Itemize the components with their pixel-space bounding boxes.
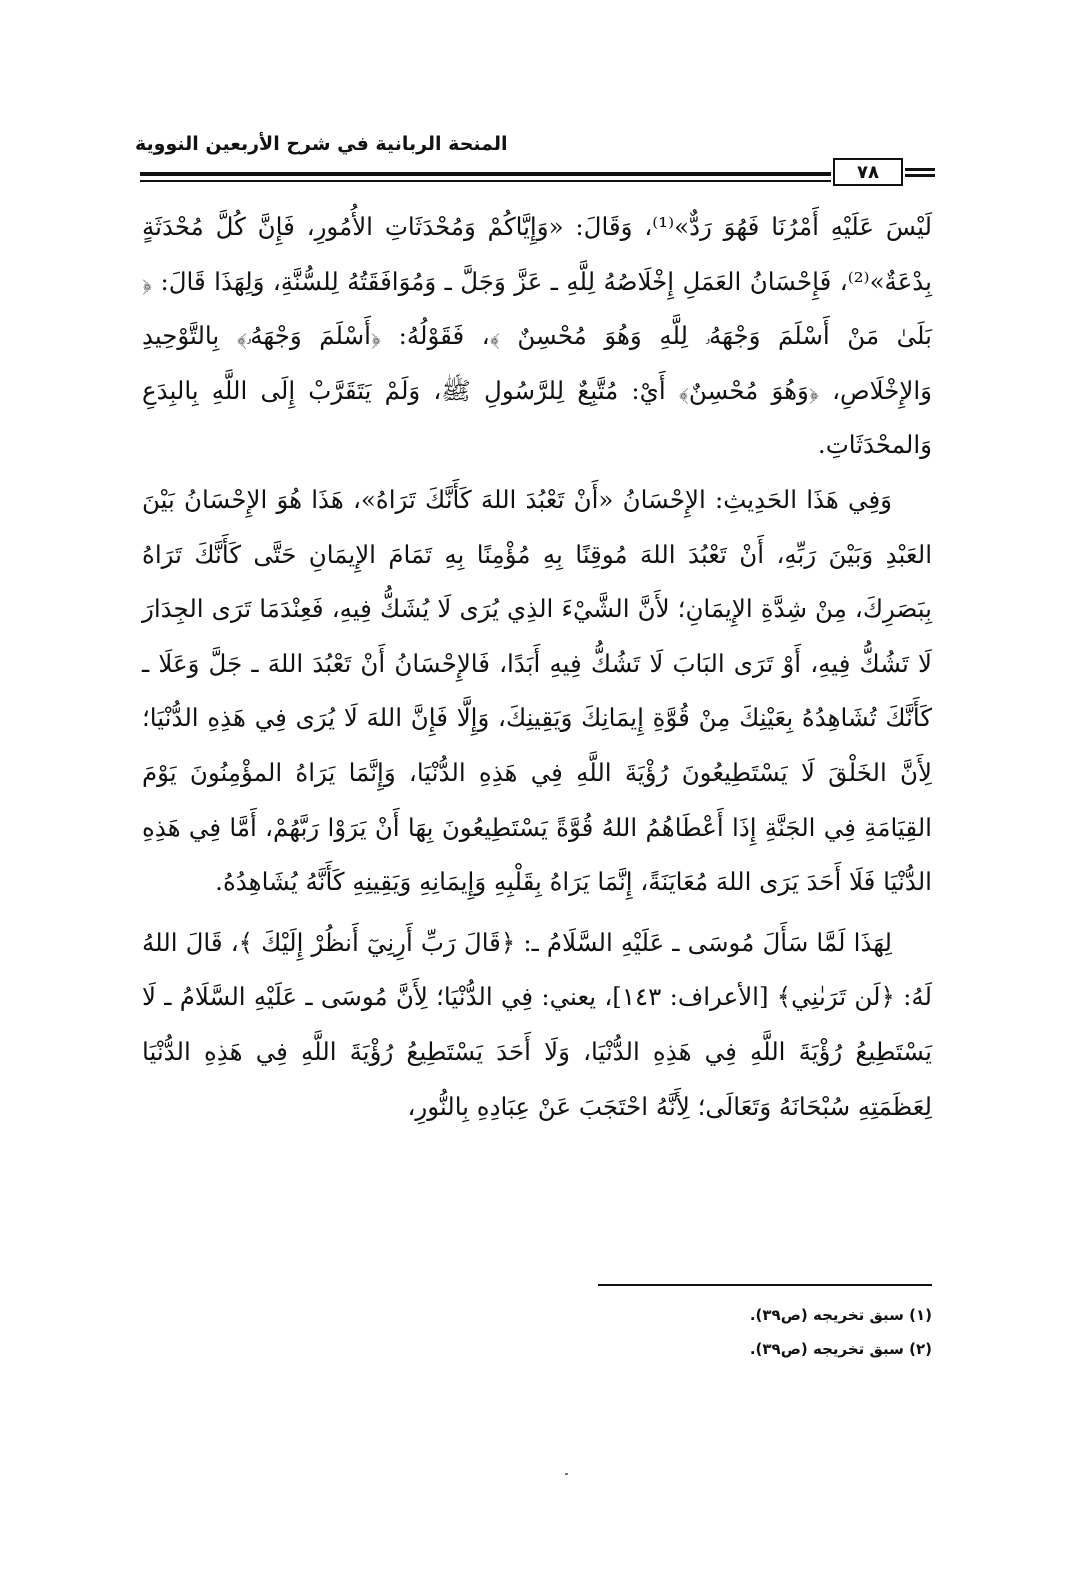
- header-rule-thick: [140, 172, 831, 176]
- scan-speck: [565, 1473, 568, 1475]
- footnote-separator: [598, 1284, 932, 1286]
- footnotes: [560, 1298, 932, 1366]
- paragraph-2: وَفِي هَذَا الحَدِيثِ: الإِحْسَانُ «أَنْ تَعْبُدَ اللهَ كَأَنَّكَ تَرَاهُ»، هَذَا هُوَ الإِحْسَانُ بَيْنَ العَبْدِ وَبَيْنَ رَبِّهِ، أَنْ تَعْبُدَ اللهَ مُوقِنًا بِهِ مُؤْمِنًا بِهِ تَمَامَ الإِيمَانِ حَتَّى كَأَنَّكَ تَرَاهُ بِبَصَرِكَ، مِنْ شِدَّةِ الإِيمَانِ؛ لأَنَّ الشَّيْءَ الذِي يُرَى لَا يُشَكُّ فِيهِ، فَعِنْدَمَا تَرَى الجِدَارَ لَا تَشُكُّ فِيهِ، أَوْ تَرَى البَابَ لَا تَشُكُّ فِيهِ أَبَدًا، فَالإِحْسَانُ أَنْ تَعْبُدَ اللهَ ـ جَلَّ وَعَلَا ـ كَأَنَّكَ تُشَاهِدُهُ بِعَيْنِكَ مِنْ قُوَّةِ إِيمَانِكَ وَيَقِينِكَ، وَإِلَّا فَإِنَّ اللهَ لَا يُرَى فِي هَذِهِ الدُّنْيَا؛ لِأَنَّ الخَلْقَ لَا يَسْتَطِيعُونَ رُؤْيَةَ اللَّهِ فِي هَذِهِ الدُّنْيَا، وَإِنَّمَا يَرَاهُ المؤْمِنُونَ يَوْمَ القِيَامَةِ فِي الجَنَّةِ إِذَا أَعْطَاهُمُ اللهُ قُوَّةً يَسْتَطِيعُونَ بِهَا أَنْ يَرَوْا رَبَّهُمْ، أَمَّا فِي هَذِهِ الدُّنْيَا فَلَا أَحَدَ يَرَى اللهَ مُعَايَنَةً، إِنَّمَا يَرَاهُ بِقَلْبِهِ وَإِيمَانِهِ وَيَقِينِهِ كَأَنَّهُ يُشَاهِدُهُ.: [142, 484, 932, 897]
- page-number: ٧٨: [833, 158, 903, 186]
- header-rule-thin: [140, 180, 831, 182]
- header-rule-short-top: [905, 168, 935, 171]
- paragraph-1: لَيْسَ عَلَيْهِ أَمْرُنَا فَهُوَ رَدٌّ»⁽¹⁾، وَقَالَ: «وَإِيَّاكُمْ وَمُحْدَثَاتِ الأُمُورِ، فَإِنَّ كُلَّ مُحْدَثَةٍ بِدْعَةٌ»⁽²⁾، فَإِحْسَانُ العَمَلِ إِخْلَاصُهُ لِلَّهِ ـ عَزَّ وَجَلَّ ـ وَمُوَافَقَتُهُ لِلسُّنَّةِ، وَلِهَذَا قَالَ: ﴿ بَلَىٰ مَنْ أَسْلَمَ وَجْهَهُۥ لِلَّهِ وَهُوَ مُحْسِنٌ ﴾، فَقَوْلُهُ: ﴿أَسْلَمَ وَجْهَهُۥ﴾ بِالتَّوْحِيدِ وَالإِخْلَاصِ، ﴿وَهُوَ مُحْسِنٌ﴾ أَيْ: مُتَّبِعٌ لِلرَّسُولِ ﷺ، وَلَمْ يَتَقَرَّبْ إِلَى اللَّهِ بِالبِدَعِ وَالمحْدَثَاتِ.: [142, 212, 932, 460]
- header-rule-short-bottom: [905, 174, 935, 177]
- main-text: [142, 200, 932, 1134]
- book-title: المنحة الربانية في شرح الأربعين النووية: [135, 133, 508, 155]
- footnote-2: (٢) سبق تخريجه (ص٣٩).: [749, 1340, 932, 1358]
- running-header: [135, 128, 935, 160]
- paragraph-3: لِهَذَا لَمَّا سَأَلَ مُوسَى ـ عَلَيْهِ السَّلَامُ ـ: ﴿قَالَ رَبِّ أَرِنِيٓ أَنظُرْ إِلَيْكَ ﴾، قَالَ اللهُ لَهُ: ﴿لَن تَرَىٰنِي﴾ [الأعراف: ١٤٣]، يعني: فِي الدُّنْيَا؛ لِأَنَّ مُوسَى ـ عَلَيْهِ السَّلَامُ ـ لَا يَسْتَطِيعُ رُؤْيَةَ اللَّهِ فِي هَذِهِ الدُّنْيَا، وَلَا أَحَدَ يَسْتَطِيعُ رُؤْيَةَ اللَّهِ فِي هَذِهِ الدُّنْيَا لِعَظَمَتِهِ سُبْحَانَهُ وَتَعَالَى؛ لِأَنَّهُ احْتَجَبَ عَنْ عِبَادِهِ بِالنُّورِ،: [142, 927, 933, 1121]
- header-rule-group: [140, 158, 935, 188]
- footnote-1: (١) سبق تخريجه (ص٣٩).: [749, 1306, 932, 1324]
